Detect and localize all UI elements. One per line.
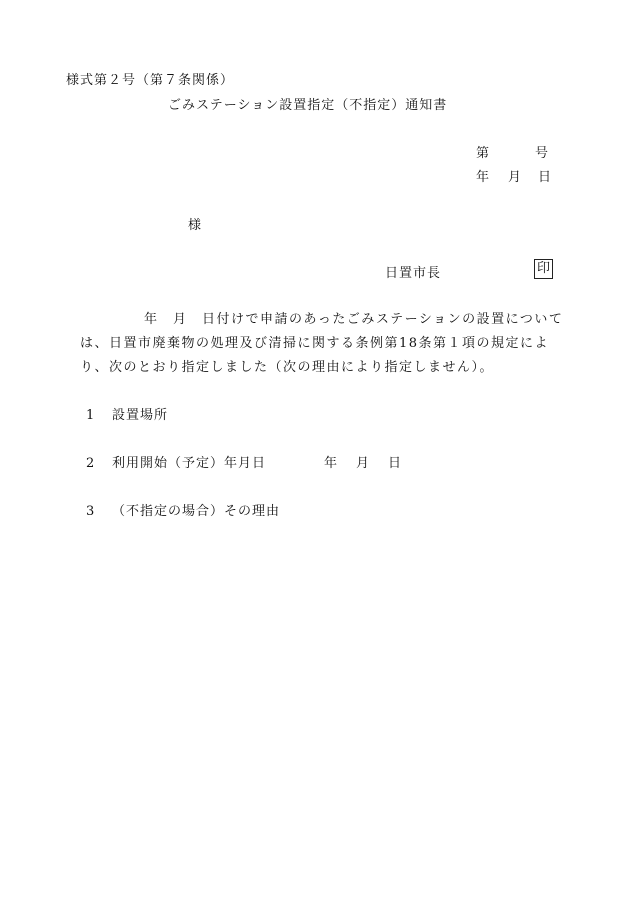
item-start-date [86,452,402,471]
issue-date-year: 年 [476,170,491,185]
item-label: 利用開始（予定）年月日 [112,456,267,471]
document-number-suffix: 号 [535,146,550,161]
start-date-month: 月 [356,456,371,471]
item-label: （不指定の場合）その理由 [112,504,281,519]
document-number-label: 第 [476,146,491,161]
item-number: 2 [86,456,96,471]
item-installation-location [86,404,168,423]
start-date-day: 日 [388,456,403,471]
addressee-honorific: 様 [188,218,203,233]
issue-date-day: 日 [538,170,553,185]
seal-stamp: 印 [534,259,553,279]
form-number: 様式第２号（第７条関係） [66,73,235,88]
item-number: 1 [86,408,96,423]
issuer-name: 日置市長 [385,266,442,281]
document-title: ごみステーション設置指定（不指定）通知書 [168,98,448,113]
item-rejection-reason [86,500,280,519]
body-paragraph: 年 月 日付けで申請のあったごみステーションの設置については、日置市廃棄物の処理及び清掃に関する条例第18条第１項の規定により、次のとおり指定しました（次の理由により指定しません）。 [80,312,564,375]
issue-date-month: 月 [508,170,523,185]
item-label: 設置場所 [112,408,169,423]
item-number: 3 [86,504,96,519]
start-date-year: 年 [324,456,339,471]
